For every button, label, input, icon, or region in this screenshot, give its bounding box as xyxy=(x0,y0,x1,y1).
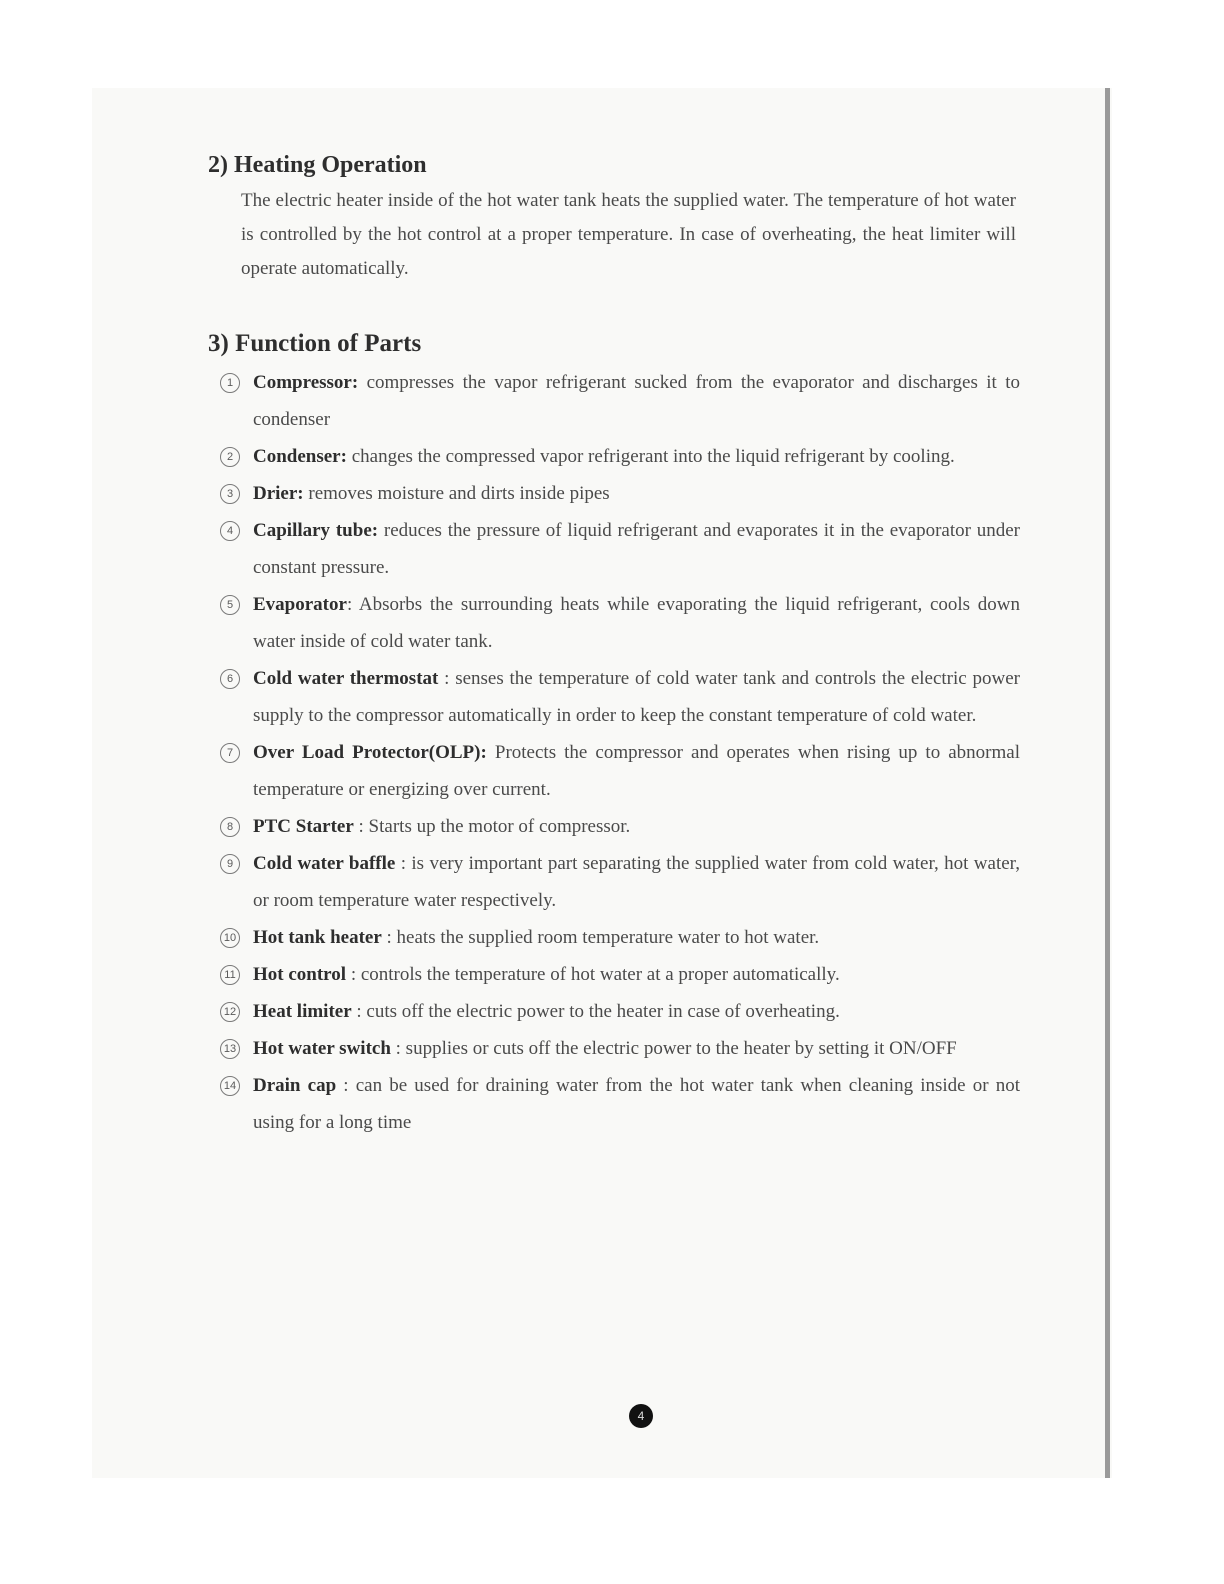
part-name: Capillary tube: xyxy=(253,520,379,541)
part-description: : senses the temperature of cold water tank and controls the electric power supply to the compressor automatically in order to keep the constant temperature of cold water. xyxy=(253,668,1020,726)
item-number-badge: 6 xyxy=(220,669,240,689)
item-number-badge: 14 xyxy=(220,1076,240,1096)
section-heading-function-of-parts: 3) Function of Parts xyxy=(208,330,422,357)
part-name: PTC Starter xyxy=(253,816,354,837)
part-item xyxy=(220,475,1020,512)
part-item xyxy=(220,1030,1020,1067)
item-number-badge: 2 xyxy=(220,447,240,467)
part-item xyxy=(220,586,1020,660)
part-item xyxy=(220,512,1020,586)
page-number: 4 xyxy=(629,1404,653,1428)
part-name: Cold water baffle xyxy=(253,853,396,874)
item-number-badge: 3 xyxy=(220,484,240,504)
part-description: removes moisture and dirts inside pipes xyxy=(303,483,610,504)
part-name: Over Load Protector(OLP): xyxy=(253,742,487,763)
part-name: Evaporator xyxy=(253,594,347,615)
item-number-badge: 7 xyxy=(220,743,240,763)
section-body-heating-operation: The electric heater inside of the hot water tank heats the supplied water. The temperature of hot water is controlled by the hot control at a proper temperature. In case of overheating, the heat limiter will operate automatically. xyxy=(241,190,1016,279)
item-number-badge: 12 xyxy=(220,1002,240,1022)
part-name: Condenser: xyxy=(253,446,347,467)
item-number-badge: 8 xyxy=(220,817,240,837)
item-number-badge: 11 xyxy=(220,965,240,985)
page-edge-shadow xyxy=(1105,88,1110,1478)
part-item xyxy=(220,734,1020,808)
part-description: : is very important part separating the supplied water from cold water, hot water, or room temperature water respectively. xyxy=(253,853,1020,911)
part-item xyxy=(220,956,1020,993)
part-name: Drier: xyxy=(253,483,304,504)
part-item xyxy=(220,993,1020,1030)
part-item xyxy=(220,808,1020,845)
part-name: Hot tank heater xyxy=(253,927,382,948)
part-name: Drain cap xyxy=(253,1075,337,1096)
item-number-badge: 4 xyxy=(220,521,240,541)
part-description: : Starts up the motor of compressor. xyxy=(353,816,631,837)
part-description: Protects the compressor and operates when rising up to abnormal temperature or energizing over current. xyxy=(253,742,1020,800)
part-item xyxy=(220,364,1020,438)
item-number-badge: 10 xyxy=(220,928,240,948)
item-number-badge: 5 xyxy=(220,595,240,615)
part-name: Hot control xyxy=(253,964,347,985)
part-description: compresses the vapor refrigerant sucked from the evaporator and discharges it to condenser xyxy=(253,372,1020,430)
section-heading-heating-operation: 2) Heating Operation xyxy=(208,152,427,178)
part-name: Compressor: xyxy=(253,372,359,393)
part-item xyxy=(220,845,1020,919)
part-description: : controls the temperature of hot water at a proper automatically. xyxy=(346,964,840,985)
part-item xyxy=(220,919,1020,956)
part-description: changes the compressed vapor refrigerant into the liquid refrigerant by cooling. xyxy=(346,446,955,467)
part-description: : heats the supplied room temperature water to hot water. xyxy=(381,927,820,948)
item-number-badge: 9 xyxy=(220,854,240,874)
part-item xyxy=(220,660,1020,734)
part-description: : Absorbs the surrounding heats while evaporating the liquid refrigerant, cools down water inside of cold water tank. xyxy=(253,594,1020,652)
part-item xyxy=(220,1067,1020,1141)
part-item xyxy=(220,438,1020,475)
part-name: Hot water switch xyxy=(253,1038,391,1059)
item-number-badge: 13 xyxy=(220,1039,240,1059)
item-number-badge: 1 xyxy=(220,373,240,393)
parts-list xyxy=(220,364,1020,1141)
part-name: Cold water thermostat xyxy=(253,668,439,689)
part-description: : can be used for draining water from the hot water tank when cleaning inside or not using for a long time xyxy=(253,1075,1021,1133)
part-description: : supplies or cuts off the electric power to the heater by setting it ON/OFF xyxy=(390,1038,957,1059)
part-description: reduces the pressure of liquid refrigerant and evaporates it in the evaporator under constant pressure. xyxy=(253,520,1020,578)
part-description: : cuts off the electric power to the heater in case of overheating. xyxy=(351,1001,840,1022)
part-name: Heat limiter xyxy=(253,1001,352,1022)
